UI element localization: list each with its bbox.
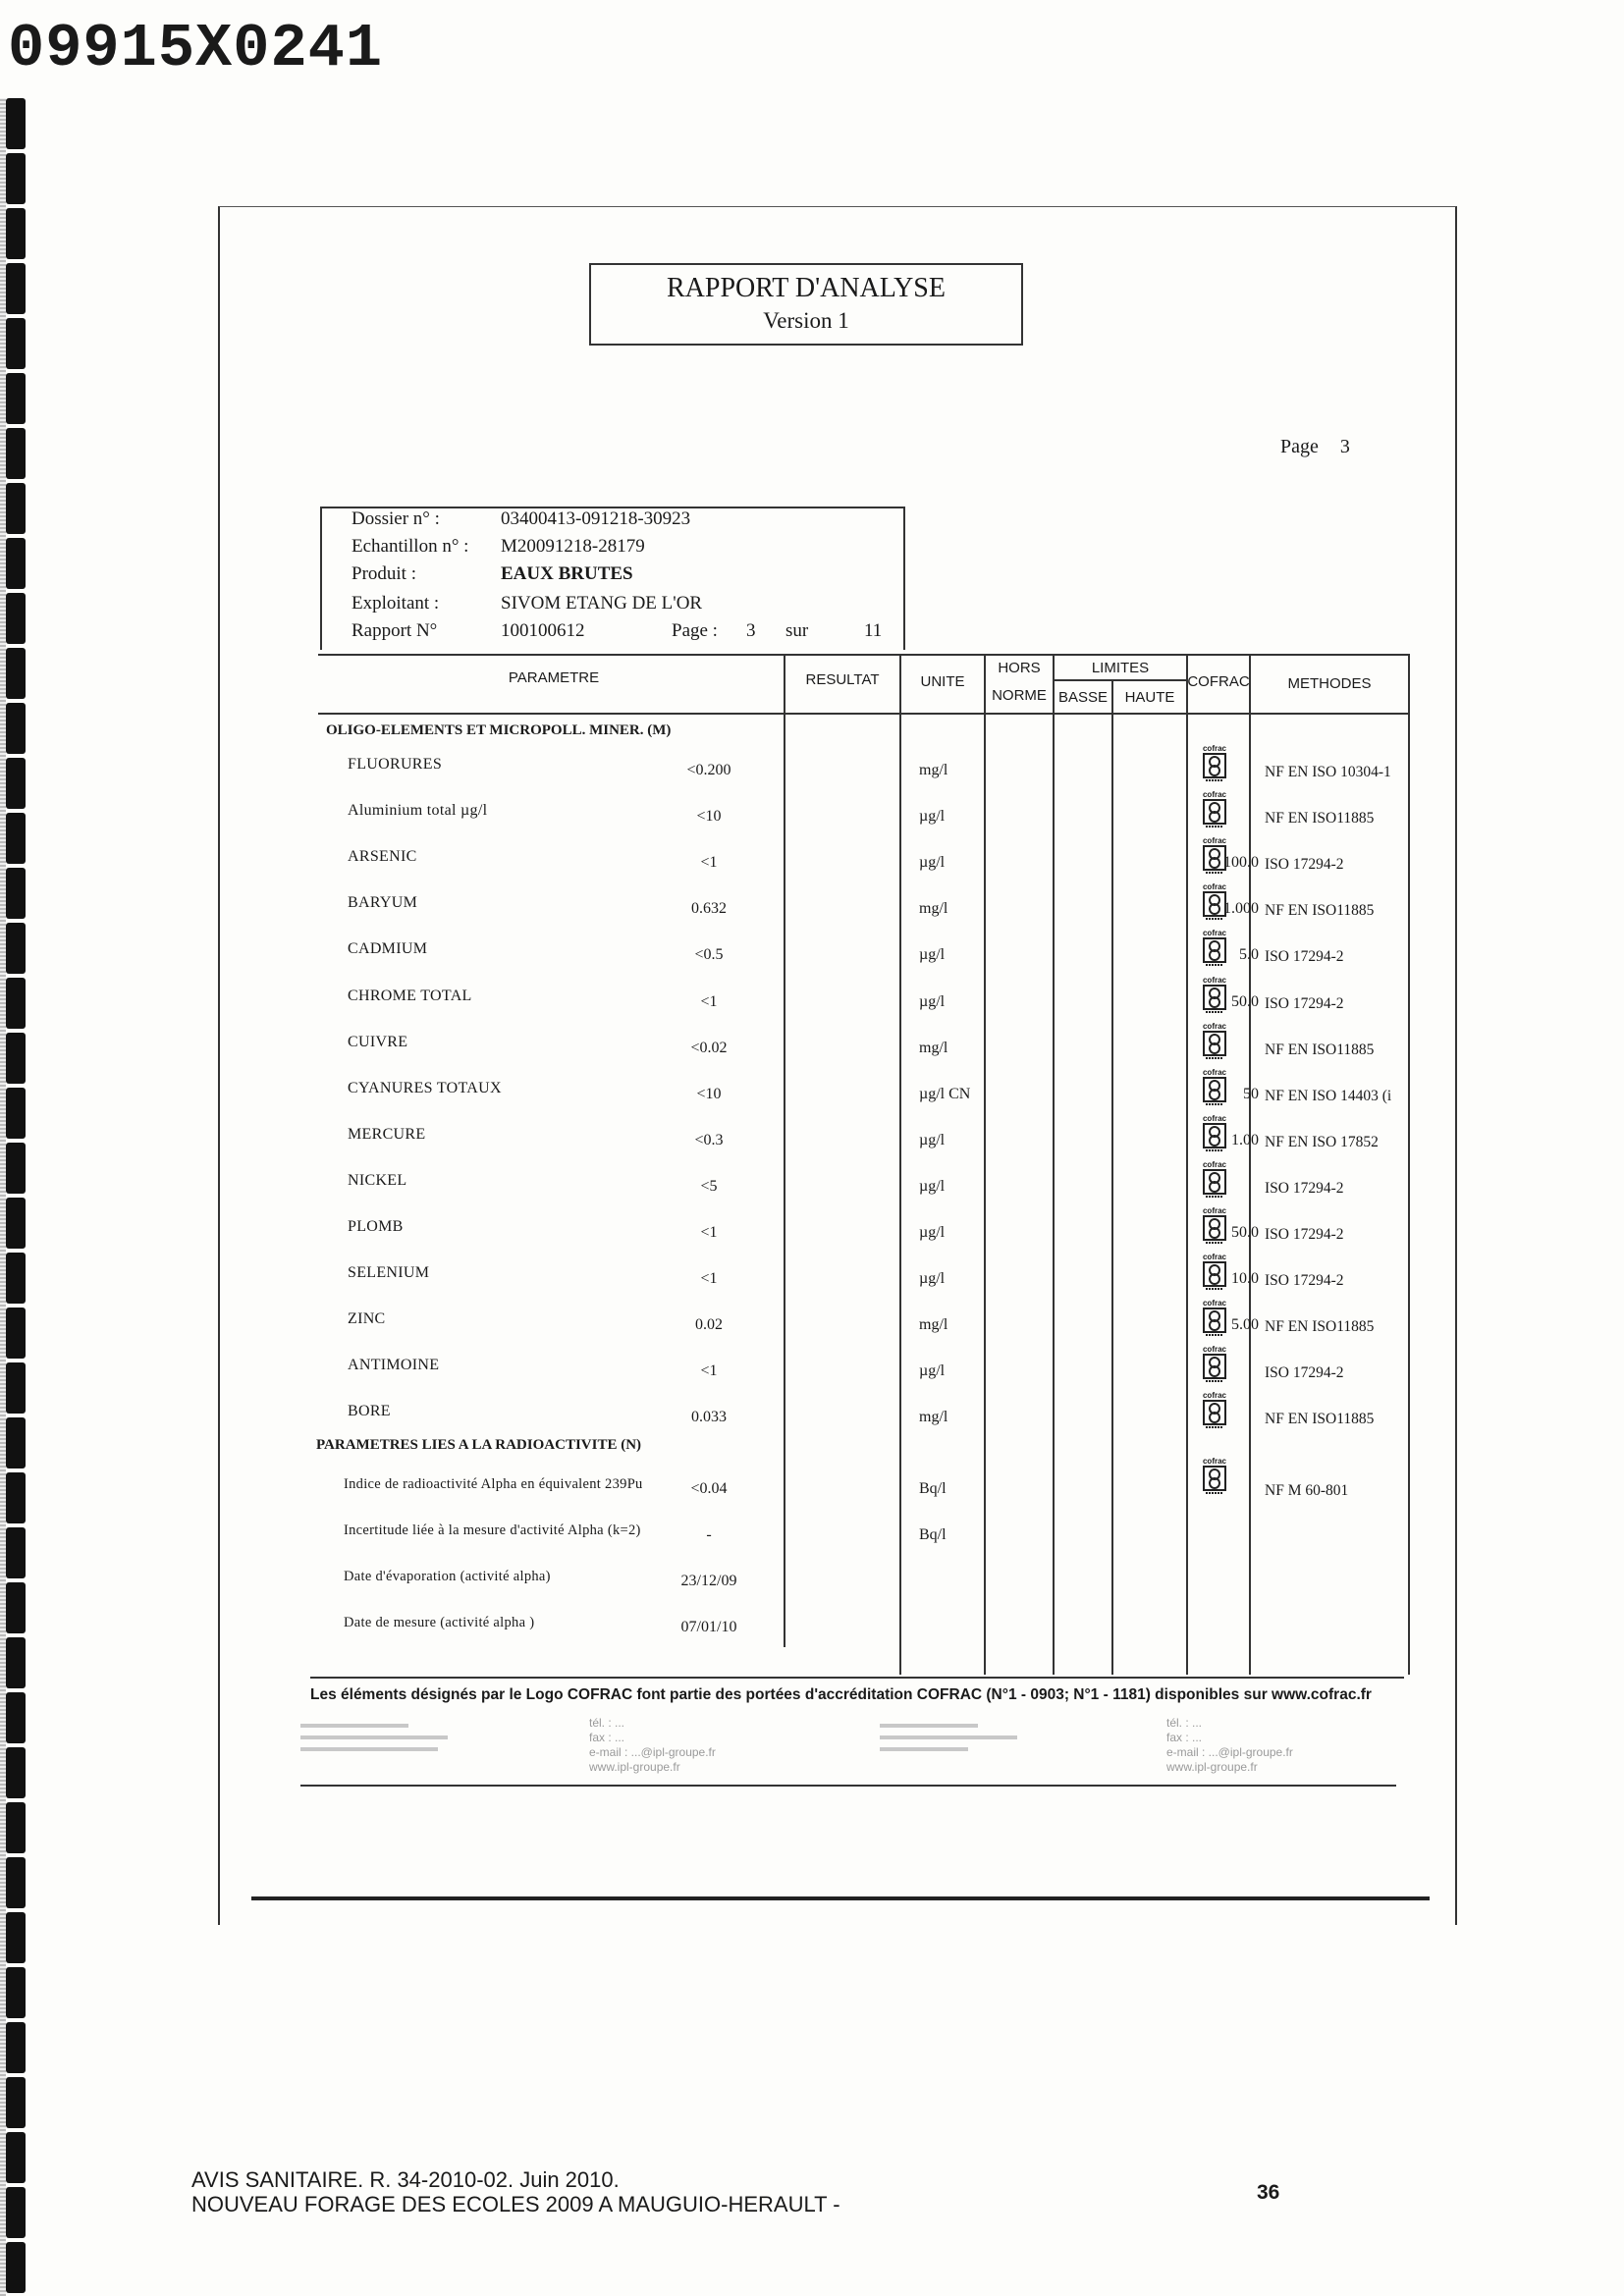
row-unit: µg/l bbox=[919, 1270, 946, 1287]
cofrac-logo-mark bbox=[1203, 891, 1226, 921]
binding-ring bbox=[6, 1637, 26, 1688]
row-parameter: FLUORURES bbox=[348, 756, 443, 773]
page-value: 3 bbox=[1339, 436, 1350, 457]
row-parameter: NICKEL bbox=[348, 1172, 407, 1189]
row-limit-haute: 10.0 bbox=[1231, 1270, 1259, 1287]
row-method: ISO 17294-2 bbox=[1265, 856, 1344, 873]
binding-ring bbox=[6, 1967, 26, 2018]
col-rule-limites bbox=[1053, 654, 1055, 1675]
cofrac-logo-text: cofrac bbox=[1202, 836, 1226, 845]
binding-ring bbox=[6, 98, 26, 149]
row-parameter: MERCURE bbox=[348, 1126, 426, 1143]
row-unit: µg/l bbox=[919, 1362, 946, 1379]
cofrac-logo-mark bbox=[1203, 1031, 1226, 1060]
cofrac-logo-icon bbox=[1200, 1299, 1229, 1348]
cofrac-logo-icon bbox=[1200, 929, 1229, 978]
address-col1-illegible bbox=[300, 1720, 458, 1759]
results-table bbox=[318, 654, 1410, 1675]
binding-ring bbox=[6, 208, 26, 259]
table-top-rule bbox=[318, 654, 1410, 656]
binding-ring bbox=[6, 648, 26, 699]
binding-ring bbox=[6, 483, 26, 534]
row-unit: mg/l bbox=[919, 900, 948, 917]
row-method: ISO 17294-2 bbox=[1265, 1272, 1344, 1289]
scan-identifier: 09915X0241 bbox=[8, 14, 384, 83]
cofrac-logo-text: cofrac bbox=[1202, 1114, 1226, 1123]
cofrac-logo-icon bbox=[1200, 1114, 1229, 1163]
row-result: 0.02 bbox=[695, 1316, 723, 1333]
row-unit: µg/l bbox=[919, 1178, 946, 1195]
binding-ring bbox=[6, 1308, 26, 1359]
binding-ring bbox=[6, 1198, 26, 1249]
binding-ring bbox=[6, 1143, 26, 1194]
row-parameter: Aluminium total µg/l bbox=[348, 802, 488, 819]
cofrac-logo-icon bbox=[1200, 744, 1229, 793]
section-oligo-elements: OLIGO-ELEMENTS ET MICROPOLL. MINER. (M) bbox=[326, 722, 672, 738]
info-page-value: 3 bbox=[746, 620, 756, 641]
row-parameter: CADMIUM bbox=[348, 940, 428, 957]
binding-ring bbox=[6, 318, 26, 369]
col-rule-methodes bbox=[1249, 654, 1251, 1675]
echantillon-value: M20091218-28179 bbox=[501, 536, 645, 557]
row-limit-haute: 1.000 bbox=[1223, 900, 1259, 917]
row-method: NF EN ISO11885 bbox=[1265, 1318, 1375, 1335]
cofrac-logo-icon bbox=[1200, 1457, 1229, 1506]
binding-ring bbox=[6, 1033, 26, 1084]
binding-ring bbox=[6, 1692, 26, 1743]
report-title: RAPPORT D'ANALYSE bbox=[667, 273, 946, 303]
row-result: 07/01/10 bbox=[680, 1619, 737, 1635]
report-page-number bbox=[1280, 436, 1350, 458]
row-method: NF EN ISO11885 bbox=[1265, 1041, 1375, 1058]
binding-ring bbox=[6, 1912, 26, 1963]
row-method: ISO 17294-2 bbox=[1265, 1180, 1344, 1197]
cofrac-logo-mark bbox=[1203, 753, 1226, 782]
binding-ring bbox=[6, 813, 26, 864]
produit-label: Produit : bbox=[352, 563, 416, 584]
binding-ring bbox=[6, 1088, 26, 1139]
hdr-limites: LIMITES bbox=[1091, 660, 1150, 676]
row-parameter: ARSENIC bbox=[348, 848, 417, 865]
row-result: <1 bbox=[700, 1362, 718, 1379]
cofrac-logo-mark bbox=[1203, 1215, 1226, 1245]
row-method: ISO 17294-2 bbox=[1265, 995, 1344, 1012]
cofrac-logo-text: cofrac bbox=[1202, 790, 1226, 799]
row-result: 0.033 bbox=[691, 1409, 727, 1425]
cofrac-logo-icon bbox=[1200, 1345, 1229, 1394]
binding-ring bbox=[6, 153, 26, 204]
row-result: 23/12/09 bbox=[680, 1573, 737, 1589]
binding-ring bbox=[6, 1362, 26, 1414]
row-limit-haute: 50.0 bbox=[1231, 1224, 1259, 1241]
row-unit: mg/l bbox=[919, 1040, 948, 1056]
row-result: <0.3 bbox=[694, 1132, 724, 1148]
col-rule-resultat bbox=[784, 654, 785, 1647]
row-method: NF EN ISO 14403 (i bbox=[1265, 1088, 1392, 1104]
cofrac-logo-mark bbox=[1203, 1261, 1226, 1291]
row-result: <1 bbox=[700, 854, 718, 871]
binding-ring bbox=[6, 1802, 26, 1853]
row-parameter: ANTIMOINE bbox=[348, 1357, 440, 1373]
row-method: NF M 60-801 bbox=[1265, 1482, 1349, 1499]
footer-line-1: AVIS SANITAIRE. R. 34-2010-02. Juin 2010. bbox=[191, 2167, 620, 2192]
document-footer bbox=[191, 2167, 840, 2216]
binding-ring bbox=[6, 1582, 26, 1633]
cofrac-logo-text: cofrac bbox=[1202, 1022, 1226, 1031]
cofrac-logo-icon bbox=[1200, 836, 1229, 885]
row-result: <10 bbox=[696, 808, 722, 825]
row-parameter: BARYUM bbox=[348, 894, 418, 911]
row-unit: µg/l bbox=[919, 993, 946, 1010]
hdr-norme: NORME bbox=[992, 687, 1047, 704]
exploitant-value: SIVOM ETANG DE L'OR bbox=[501, 593, 703, 614]
document-page-number: 36 bbox=[1257, 2181, 1280, 2204]
hdr-cofrac: COFRAC bbox=[1187, 673, 1250, 690]
cofrac-logo-text: cofrac bbox=[1202, 1299, 1226, 1308]
row-result: <0.04 bbox=[690, 1480, 728, 1497]
col2-web: www.ipl-groupe.fr bbox=[589, 1760, 680, 1774]
cofrac-logo-mark bbox=[1203, 1354, 1226, 1383]
rapport-value: 100100612 bbox=[501, 620, 585, 641]
row-method: NF EN ISO11885 bbox=[1265, 902, 1375, 919]
binding-ring bbox=[6, 758, 26, 809]
binding-ring bbox=[6, 2187, 26, 2238]
row-result: 0.632 bbox=[691, 900, 727, 917]
row-limit-haute: 5.00 bbox=[1231, 1316, 1259, 1333]
row-limit-haute: 5.0 bbox=[1239, 946, 1259, 963]
row-result: <0.5 bbox=[694, 946, 724, 963]
row-method: ISO 17294-2 bbox=[1265, 1364, 1344, 1381]
binding-ring bbox=[6, 1253, 26, 1304]
row-unit: µg/l bbox=[919, 854, 946, 871]
dossier-label: Dossier n° : bbox=[352, 508, 440, 529]
address-col4 bbox=[1166, 1716, 1293, 1775]
echantillon-label: Echantillon n° : bbox=[352, 536, 469, 557]
row-method: NF EN ISO 10304-1 bbox=[1265, 764, 1391, 780]
row-parameter: Date d'évaporation (activité alpha) bbox=[344, 1569, 551, 1584]
binding-ring bbox=[6, 1472, 26, 1523]
binding-ring bbox=[6, 2022, 26, 2073]
hdr-resultat: RESULTAT bbox=[805, 671, 880, 688]
binding-ring bbox=[6, 2132, 26, 2183]
cofrac-logo-mark bbox=[1203, 799, 1226, 828]
row-result: <5 bbox=[700, 1178, 718, 1195]
row-parameter: CYANURES TOTAUX bbox=[348, 1080, 502, 1096]
binding-ring bbox=[6, 1527, 26, 1578]
binding-ring bbox=[6, 978, 26, 1029]
row-method: ISO 17294-2 bbox=[1265, 948, 1344, 965]
row-limit-haute: 50 bbox=[1243, 1086, 1259, 1102]
col4-email: e-mail : ...@ipl-groupe.fr bbox=[1166, 1745, 1293, 1759]
row-parameter: CHROME TOTAL bbox=[348, 988, 472, 1004]
col4-fax: fax : ... bbox=[1166, 1731, 1203, 1744]
footer-line-2: NOUVEAU FORAGE DES ECOLES 2009 A MAUGUIO-HERAULT - bbox=[191, 2192, 840, 2216]
row-result: - bbox=[706, 1526, 712, 1543]
illegible-text-marks bbox=[880, 1720, 1037, 1759]
row-parameter: Indice de radioactivité Alpha en équivalent 239Pu bbox=[344, 1476, 643, 1492]
cofrac-logo-icon bbox=[1200, 1253, 1229, 1302]
binding-ring bbox=[6, 868, 26, 919]
col-rule-right bbox=[1408, 654, 1410, 1675]
col2-fax: fax : ... bbox=[589, 1731, 625, 1744]
illegible-text-marks bbox=[300, 1720, 458, 1759]
hdr-methodes: METHODES bbox=[1287, 675, 1372, 692]
cofrac-logo-text: cofrac bbox=[1202, 929, 1226, 937]
row-parameter: PLOMB bbox=[348, 1218, 404, 1235]
cofrac-logo-icon bbox=[1200, 1206, 1229, 1255]
cofrac-logo-mark bbox=[1203, 1169, 1226, 1199]
cofrac-logo-text: cofrac bbox=[1202, 1160, 1226, 1169]
hdr-parametre: PARAMETRE bbox=[508, 669, 600, 686]
row-limit-haute: 50.0 bbox=[1231, 993, 1259, 1010]
cofrac-logo-icon bbox=[1200, 976, 1229, 1025]
col4-web: www.ipl-groupe.fr bbox=[1166, 1760, 1258, 1774]
row-unit: mg/l bbox=[919, 1409, 948, 1425]
binding-edge bbox=[0, 98, 29, 2296]
cofrac-logo-mark bbox=[1203, 1308, 1226, 1337]
row-parameter: Date de mesure (activité alpha ) bbox=[344, 1615, 535, 1630]
cofrac-logo-text: cofrac bbox=[1202, 1068, 1226, 1077]
hdr-haute: HAUTE bbox=[1124, 689, 1175, 706]
sample-info-box bbox=[320, 507, 905, 650]
binding-ring bbox=[6, 923, 26, 974]
cofrac-logo-text: cofrac bbox=[1202, 976, 1226, 985]
col2-tel: tél. : ... bbox=[589, 1716, 625, 1730]
binding-ring bbox=[6, 2242, 26, 2293]
cofrac-logo-mark bbox=[1203, 1123, 1226, 1152]
binding-ring bbox=[6, 373, 26, 424]
col-rule-cofrac bbox=[1186, 654, 1188, 1675]
section-radioactivite: PARAMETRES LIES A LA RADIOACTIVITE (N) bbox=[316, 1437, 642, 1453]
address-col3-illegible bbox=[880, 1720, 1037, 1759]
cofrac-logo-icon bbox=[1200, 1068, 1229, 1117]
col-rule-hors bbox=[984, 654, 986, 1675]
cofrac-logo-icon bbox=[1200, 790, 1229, 839]
cofrac-logo-mark bbox=[1203, 1400, 1226, 1429]
cofrac-logo-mark bbox=[1203, 937, 1226, 967]
limites-sub-rule bbox=[1053, 679, 1188, 681]
row-limit-haute: 100.0 bbox=[1223, 854, 1259, 871]
cofrac-logo-icon bbox=[1200, 882, 1229, 932]
row-result: <1 bbox=[700, 1224, 718, 1241]
col-rule-basse bbox=[1111, 679, 1113, 1675]
cofrac-logo-icon bbox=[1200, 1022, 1229, 1071]
info-sur-label: sur bbox=[785, 620, 809, 641]
cofrac-logo-text: cofrac bbox=[1202, 1457, 1226, 1466]
binding-ring bbox=[6, 428, 26, 479]
row-parameter: Incertitude liée à la mesure d'activité Alpha (k=2) bbox=[344, 1522, 641, 1538]
binding-ring bbox=[6, 538, 26, 589]
row-method: NF EN ISO11885 bbox=[1265, 810, 1375, 827]
row-unit: µg/l CN bbox=[919, 1086, 971, 1102]
row-unit: µg/l bbox=[919, 1224, 946, 1241]
binding-ring bbox=[6, 263, 26, 314]
row-unit: Bq/l bbox=[919, 1480, 947, 1497]
row-parameter: BORE bbox=[348, 1403, 391, 1419]
row-unit: µg/l bbox=[919, 1132, 946, 1148]
cofrac-logo-icon bbox=[1200, 1391, 1229, 1440]
cofrac-logo-text: cofrac bbox=[1202, 1206, 1226, 1215]
row-parameter: ZINC bbox=[348, 1310, 386, 1327]
row-method: NF EN ISO11885 bbox=[1265, 1411, 1375, 1427]
row-unit: µg/l bbox=[919, 808, 946, 825]
rapport-label: Rapport N° bbox=[352, 620, 438, 641]
cofrac-logo-icon bbox=[1200, 1160, 1229, 1209]
exploitant-label: Exploitant : bbox=[352, 593, 440, 614]
row-method: ISO 17294-2 bbox=[1265, 1226, 1344, 1243]
cofrac-logo-mark bbox=[1203, 1466, 1226, 1495]
col4-tel: tél. : ... bbox=[1166, 1716, 1203, 1730]
row-result: <0.02 bbox=[690, 1040, 728, 1056]
binding-ring bbox=[6, 2077, 26, 2128]
hdr-hors: HORS bbox=[998, 660, 1041, 676]
binding-ring bbox=[6, 1417, 26, 1468]
row-unit: µg/l bbox=[919, 946, 946, 963]
row-parameter: SELENIUM bbox=[348, 1264, 430, 1281]
row-unit: mg/l bbox=[919, 762, 948, 778]
report-frame-bottom-rule bbox=[251, 1896, 1430, 1900]
row-limit-haute: 1.00 bbox=[1231, 1132, 1259, 1148]
info-page-label: Page : bbox=[672, 620, 718, 641]
row-unit: mg/l bbox=[919, 1316, 948, 1333]
hdr-basse: BASSE bbox=[1057, 689, 1109, 706]
binding-ring bbox=[6, 1747, 26, 1798]
row-method: NF EN ISO 17852 bbox=[1265, 1134, 1379, 1150]
col-rule-unite bbox=[899, 654, 901, 1675]
binding-ring bbox=[6, 703, 26, 754]
report-title-box bbox=[589, 263, 1023, 346]
cofrac-logo-mark bbox=[1203, 1077, 1226, 1106]
cofrac-logo-mark bbox=[1203, 845, 1226, 875]
cofrac-logo-text: cofrac bbox=[1202, 882, 1226, 891]
row-parameter: CUIVRE bbox=[348, 1034, 408, 1050]
address-bottom-rule bbox=[300, 1785, 1396, 1787]
binding-ring bbox=[6, 1857, 26, 1908]
binding-ring bbox=[6, 593, 26, 644]
cofrac-accreditation-note: Les éléments désignés par le Logo COFRAC font partie des portées d'accréditation COFRAC (N°1 - 0903; N°1 - 1181) disponibles sur www.cofrac.fr bbox=[310, 1677, 1404, 1704]
col2-email: e-mail : ...@ipl-groupe.fr bbox=[589, 1745, 716, 1759]
hdr-unite: UNITE bbox=[920, 673, 965, 690]
info-sur-value: 11 bbox=[864, 620, 883, 641]
table-header-rule bbox=[318, 713, 1410, 715]
cofrac-logo-text: cofrac bbox=[1202, 1253, 1226, 1261]
row-result: <1 bbox=[700, 1270, 718, 1287]
page-label: Page bbox=[1280, 436, 1319, 457]
row-result: <0.200 bbox=[686, 762, 731, 778]
cofrac-logo-text: cofrac bbox=[1202, 1345, 1226, 1354]
cofrac-logo-text: cofrac bbox=[1202, 744, 1226, 753]
cofrac-logo-text: cofrac bbox=[1202, 1391, 1226, 1400]
row-result: <10 bbox=[696, 1086, 722, 1102]
dossier-value: 03400413-091218-30923 bbox=[501, 508, 691, 529]
produit-value: EAUX BRUTES bbox=[501, 563, 633, 584]
address-col2 bbox=[589, 1716, 716, 1775]
report-version: Version 1 bbox=[763, 308, 849, 333]
row-result: <1 bbox=[700, 993, 718, 1010]
row-unit: Bq/l bbox=[919, 1526, 947, 1543]
cofrac-logo-mark bbox=[1203, 985, 1226, 1014]
